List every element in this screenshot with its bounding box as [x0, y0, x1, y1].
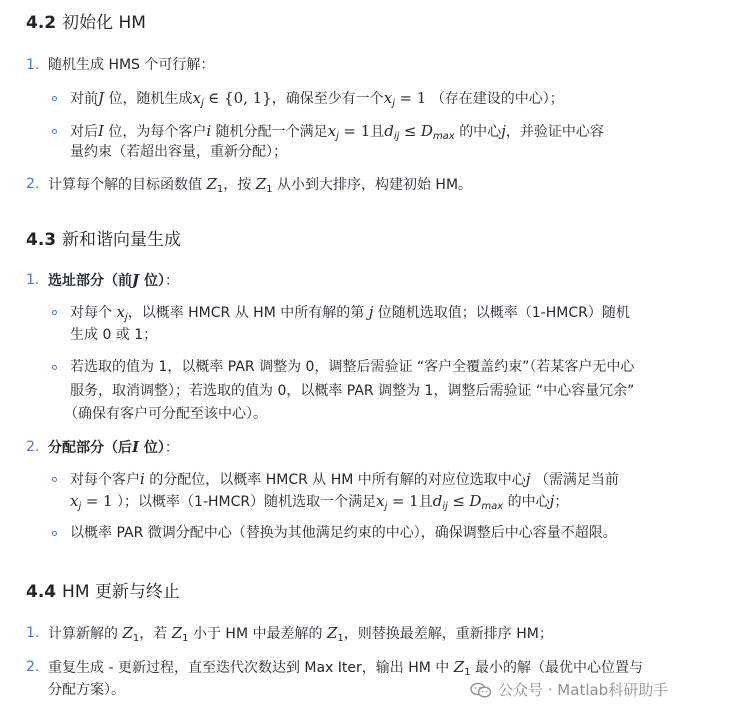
list-item-site-part: 选址部分（前J 位）：	[48, 271, 179, 289]
sublist-item-par-adjust-cont: 服务，取消调整）；若选取的值为 0，以概率 PAR 调整为 1，调整后需验证 “中心容量冗余”	[70, 383, 635, 399]
list-item-compute-objective: 计算每个解的目标函数值 $Z_1$，按 $Z_1$ 从小到大排序，构建初始 HM。	[48, 175, 473, 195]
bullet-icon	[52, 129, 57, 134]
heading-4-2: 4.2 初始化 HM	[26, 13, 146, 33]
list-marker-1: 1.	[26, 57, 40, 73]
list-item-repeat-termination-cont: 分配方案）。	[48, 682, 125, 698]
list-item-update-hm: 计算新解的 $Z_1$，若 $Z_1$ 小于 HM 中最差解的 $Z_1$，则替换最差解，重新排序 HM；	[48, 624, 553, 644]
sublist-item-last-i: 对后I 位，为每个客户i 随机分配一个满足$x_j = 1$且$d_{ij} \le D_{max}$ 的中心j，并验证中心容	[70, 122, 604, 142]
sublist-item-par-adjust: 若选取的值为 1，以概率 PAR 调整为 0，调整后需验证 “客户全覆盖约束”（若某客户无中心	[70, 359, 635, 375]
list-item-repeat-termination: 重复生成 - 更新过程，直至迭代次数达到 Max Iter，输出 HM 中 $Z_1$ 最小的解（最优中心位置与	[48, 658, 644, 678]
sublist-item-last-i-cont: 量约束（若超出容量，重新分配）；	[70, 144, 287, 160]
list-marker-1: 1.	[26, 625, 40, 641]
list-marker-2: 2.	[26, 439, 40, 455]
sublist-item-par-tune: 以概率 PAR 微调分配中心（替换为其他满足约束的中心），确保调整后中心容量不超限。	[70, 525, 617, 541]
list-marker-1: 1.	[26, 272, 40, 288]
sublist-item-par-adjust-cont2: （确保有客户可分配至该中心）。	[64, 406, 267, 422]
list-item-generate-hms: 随机生成 HMS 个可行解：	[48, 57, 215, 73]
bullet-icon	[52, 310, 57, 315]
sublist-item-first-j: 对前J 位，随机生成$x_j$ ∈ {0, 1}，确保至少有一个$x_j = 1$ （存在建设的中心）；	[70, 89, 564, 109]
watermark	[470, 680, 668, 700]
bullet-icon	[52, 365, 57, 370]
list-marker-2: 2.	[26, 659, 40, 675]
bullet-icon	[52, 477, 57, 482]
watermark-text: 公众号 · Matlab科研助手	[498, 681, 669, 699]
heading-4-4: 4.4 HM 更新与终止	[26, 582, 180, 602]
heading-4-3: 4.3 新和谐向量生成	[26, 230, 182, 250]
bullet-icon	[52, 96, 57, 101]
sublist-item-hmcr-select: 对每个 $x_j$，以概率 HMCR 从 HM 中所有解的第 j 位随机选取值；以概率（1-HMCR）随机	[70, 303, 630, 323]
list-marker-2: 2.	[26, 176, 40, 192]
sublist-item-assign-hmcr-cont: $x_j = 1$ ）；以概率（1-HMCR）随机选取一个满足$x_j = 1$且$d_{ij} \le D_{max}$ 的中心j；	[70, 492, 569, 512]
sublist-item-hmcr-select-cont: 生成 0 或 1；	[70, 327, 158, 343]
wechat-icon	[470, 682, 492, 698]
bullet-icon	[52, 531, 57, 536]
list-item-assign-part: 分配部分（后I 位）：	[48, 438, 179, 456]
sublist-item-assign-hmcr: 对每个客户i 的分配位，以概率 HMCR 从 HM 中所有解的对应位选取中心j （需满足当前	[70, 470, 619, 488]
